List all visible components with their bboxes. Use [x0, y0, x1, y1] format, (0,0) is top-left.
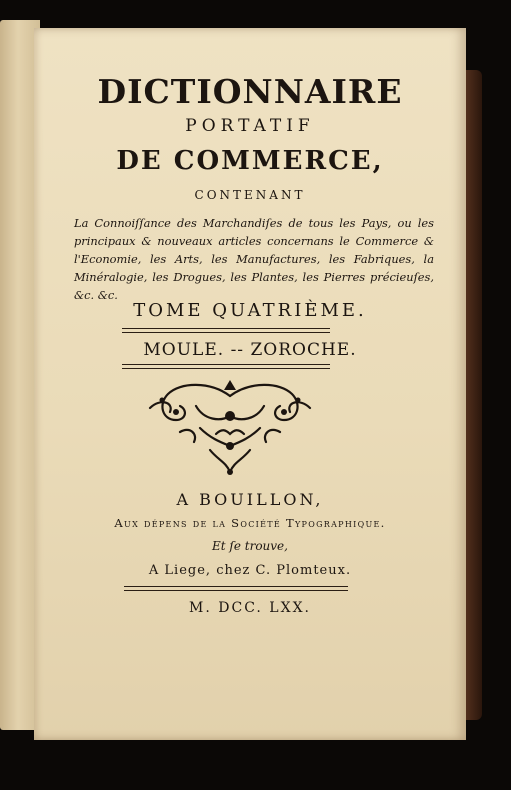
- volume-label: TOME QUATRIÈME.: [133, 300, 367, 321]
- ornament-vignette-icon: [140, 376, 320, 478]
- rule-imprint-2: [124, 590, 348, 591]
- rule-top-2: [122, 332, 330, 333]
- imprint-date: M. DCC. LXX.: [189, 600, 311, 616]
- description-text: La Connoiſſance des Marchandiſes de tous les Pays, ou les principaux & nouveaux articles concernans le Commerce & l'Economie, les Arts, les Manufactures, les Fabriques, la Minéralogie, les Drogues, les Plantes, les Pierres précieuſes, &c. &c.: [74, 216, 434, 302]
- rule-bottom-2: [122, 368, 330, 369]
- imprint-place: A BOUILLON,: [176, 490, 324, 509]
- subtitle-de-commerce: DE COMMERCE,: [116, 146, 384, 176]
- rule-top-1: [122, 328, 330, 329]
- subtitle-portatif: PORTATIF: [185, 116, 315, 136]
- imprint-sold-note: Et ſe trouve,: [212, 539, 288, 553]
- imprint-publisher: Aux dépens de la Société Typographique.: [114, 516, 386, 530]
- imprint-bookseller: A Liege, chez C. Plomteux.: [148, 563, 352, 578]
- subtitle-contenant: CONTENANT: [194, 188, 306, 202]
- book-title: DICTIONNAIRE: [97, 72, 403, 111]
- rule-bottom-1: [122, 364, 330, 365]
- rule-imprint-1: [124, 586, 348, 587]
- title-page: [34, 28, 466, 740]
- volume-range: MOULE. -- ZOROCHE.: [143, 340, 357, 360]
